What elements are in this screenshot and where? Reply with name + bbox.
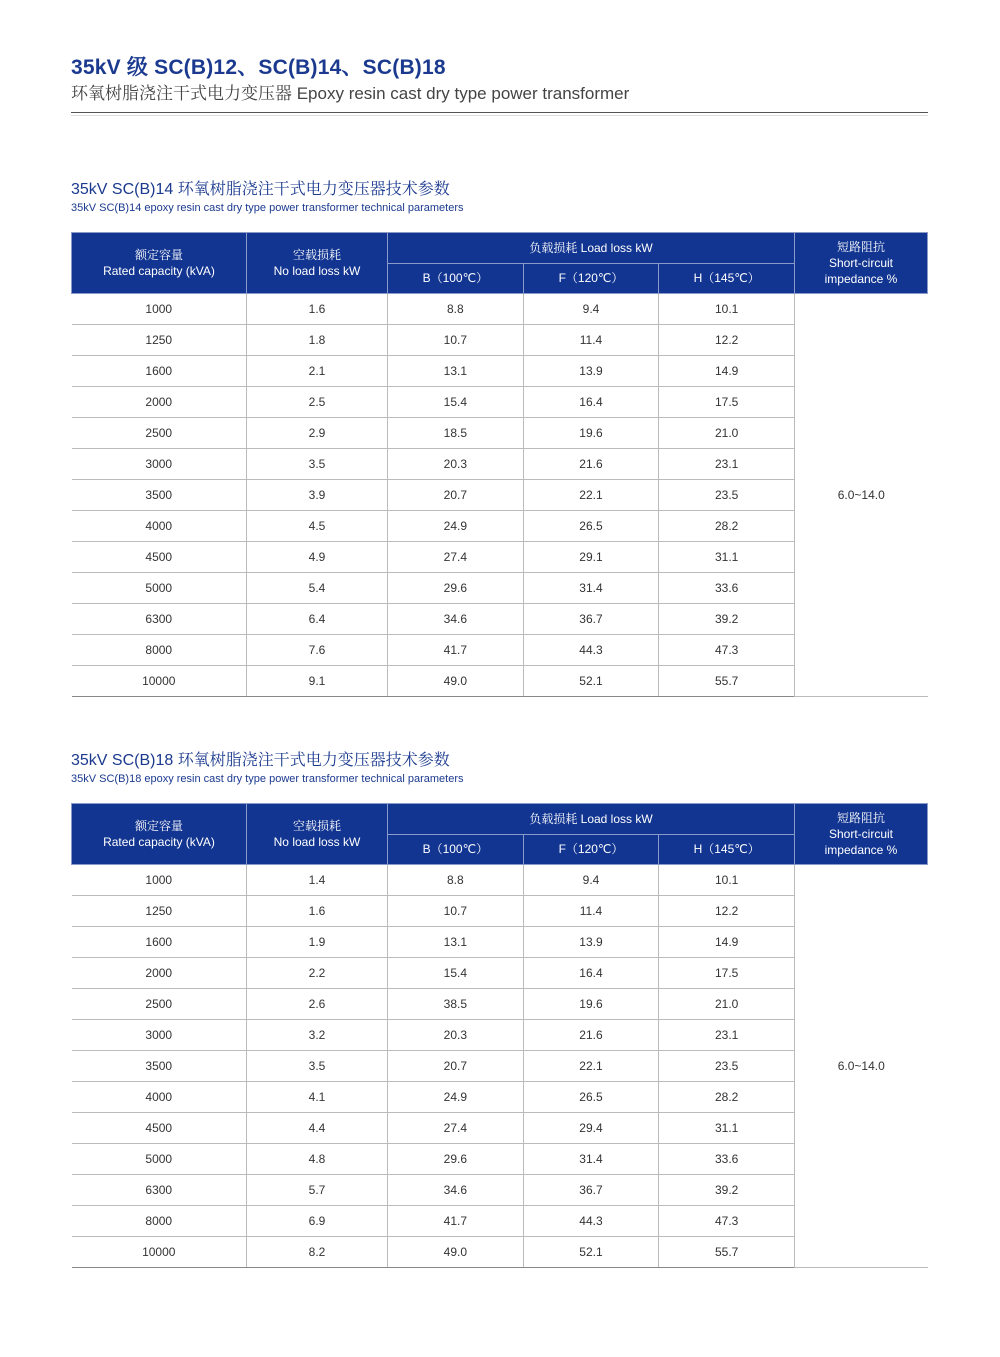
cell-load-loss-b: 20.3 bbox=[388, 1020, 524, 1051]
cell-no-load-loss: 3.5 bbox=[247, 1051, 388, 1082]
page-header bbox=[71, 54, 928, 105]
cell-no-load-loss: 4.4 bbox=[247, 1113, 388, 1144]
cell-no-load-loss: 6.4 bbox=[247, 604, 388, 635]
cell-load-loss-h: 10.1 bbox=[659, 865, 795, 896]
cell-load-loss-b: 20.7 bbox=[388, 480, 524, 511]
header-cn: 额定容量 bbox=[134, 248, 183, 262]
cell-load-loss-h: 12.2 bbox=[659, 896, 795, 927]
cell-load-loss-f: 9.4 bbox=[523, 865, 659, 896]
cell-load-loss-b: 8.8 bbox=[388, 865, 524, 896]
cell-load-loss-f: 22.1 bbox=[523, 1051, 659, 1082]
cell-load-loss-h: 23.5 bbox=[659, 1051, 795, 1082]
header-impedance bbox=[795, 233, 928, 294]
cell-rated-capacity: 3500 bbox=[72, 1051, 247, 1082]
cell-load-loss-h: 14.9 bbox=[659, 356, 795, 387]
cell-load-loss-h: 33.6 bbox=[659, 1144, 795, 1175]
cell-load-loss-h: 10.1 bbox=[659, 294, 795, 325]
header-en: Rated capacity (kVA) bbox=[103, 264, 215, 278]
cell-load-loss-b: 24.9 bbox=[388, 1082, 524, 1113]
cell-no-load-loss: 5.7 bbox=[247, 1175, 388, 1206]
cell-load-loss-b: 24.9 bbox=[388, 511, 524, 542]
cell-rated-capacity: 1600 bbox=[72, 356, 247, 387]
cell-load-loss-b: 20.7 bbox=[388, 1051, 524, 1082]
cell-load-loss-b: 13.1 bbox=[388, 927, 524, 958]
page-subtitle: 环氧树脂浇注干式电力变压器 Epoxy resin cast dry type power transformer bbox=[71, 84, 630, 103]
cell-impedance: 6.0~14.0 bbox=[795, 865, 928, 1268]
cell-rated-capacity: 3500 bbox=[72, 480, 247, 511]
cell-impedance: 6.0~14.0 bbox=[795, 294, 928, 697]
section-subtitle: 35kV SC(B)18 epoxy resin cast dry type power transformer technical parameters bbox=[71, 773, 464, 785]
cell-no-load-loss: 3.9 bbox=[247, 480, 388, 511]
cell-load-loss-b: 29.6 bbox=[388, 1144, 524, 1175]
cell-load-loss-h: 31.1 bbox=[659, 542, 795, 573]
cell-rated-capacity: 1000 bbox=[72, 865, 247, 896]
section-scb14 bbox=[71, 180, 928, 697]
cell-rated-capacity: 1600 bbox=[72, 927, 247, 958]
cell-rated-capacity: 10000 bbox=[72, 666, 247, 697]
cell-load-loss-b: 10.7 bbox=[388, 325, 524, 356]
header-en: impedance % bbox=[824, 843, 898, 857]
cell-no-load-loss: 2.5 bbox=[247, 387, 388, 418]
cell-no-load-loss: 2.1 bbox=[247, 356, 388, 387]
header-no-load-loss bbox=[247, 804, 388, 865]
cell-no-load-loss: 4.5 bbox=[247, 511, 388, 542]
header-no-load-loss bbox=[247, 233, 388, 294]
cell-no-load-loss: 2.9 bbox=[247, 418, 388, 449]
cell-rated-capacity: 5000 bbox=[72, 1144, 247, 1175]
cell-no-load-loss: 1.4 bbox=[247, 865, 388, 896]
cell-load-loss-h: 39.2 bbox=[659, 604, 795, 635]
cell-load-loss-f: 31.4 bbox=[523, 573, 659, 604]
cell-load-loss-b: 38.5 bbox=[388, 989, 524, 1020]
cell-load-loss-b: 41.7 bbox=[388, 1206, 524, 1237]
cell-load-loss-b: 18.5 bbox=[388, 418, 524, 449]
cell-load-loss-h: 21.0 bbox=[659, 989, 795, 1020]
header-load-loss: 负载损耗 Load loss kW bbox=[388, 233, 795, 264]
header-divider bbox=[71, 112, 928, 113]
header-cn: 额定容量 bbox=[134, 819, 183, 833]
cell-load-loss-f: 19.6 bbox=[523, 418, 659, 449]
cell-no-load-loss: 1.6 bbox=[247, 896, 388, 927]
header-rated-capacity bbox=[72, 804, 247, 865]
cell-no-load-loss: 1.8 bbox=[247, 325, 388, 356]
parameters-table bbox=[71, 803, 928, 1268]
header-en: Short-circuit bbox=[828, 827, 893, 841]
cell-rated-capacity: 8000 bbox=[72, 635, 247, 666]
section-subtitle: 35kV SC(B)14 epoxy resin cast dry type power transformer technical parameters bbox=[71, 202, 464, 214]
cell-rated-capacity: 4000 bbox=[72, 511, 247, 542]
cell-load-loss-f: 13.9 bbox=[523, 356, 659, 387]
header-cn: 空载损耗 bbox=[292, 819, 341, 833]
cell-load-loss-h: 47.3 bbox=[659, 1206, 795, 1237]
cell-rated-capacity: 3000 bbox=[72, 449, 247, 480]
header-cn: 短路阻抗 bbox=[836, 811, 885, 825]
cell-load-loss-f: 44.3 bbox=[523, 635, 659, 666]
cell-no-load-loss: 6.9 bbox=[247, 1206, 388, 1237]
cell-load-loss-f: 26.5 bbox=[523, 1082, 659, 1113]
header-h-145c: H（145℃） bbox=[659, 263, 795, 294]
cell-load-loss-f: 52.1 bbox=[523, 1237, 659, 1268]
parameters-table bbox=[71, 232, 928, 697]
cell-rated-capacity: 2000 bbox=[72, 387, 247, 418]
cell-load-loss-b: 27.4 bbox=[388, 1113, 524, 1144]
cell-load-loss-h: 28.2 bbox=[659, 1082, 795, 1113]
header-impedance bbox=[795, 804, 928, 865]
cell-load-loss-h: 21.0 bbox=[659, 418, 795, 449]
cell-load-loss-f: 13.9 bbox=[523, 927, 659, 958]
header-b-100c: B（100℃） bbox=[388, 834, 524, 865]
cell-no-load-loss: 7.6 bbox=[247, 635, 388, 666]
cell-rated-capacity: 5000 bbox=[72, 573, 247, 604]
section-scb18 bbox=[71, 751, 928, 1268]
cell-load-loss-f: 16.4 bbox=[523, 958, 659, 989]
cell-rated-capacity: 4500 bbox=[72, 542, 247, 573]
cell-load-loss-b: 41.7 bbox=[388, 635, 524, 666]
header-en: impedance % bbox=[824, 272, 898, 286]
cell-load-loss-f: 29.4 bbox=[523, 1113, 659, 1144]
cell-load-loss-h: 31.1 bbox=[659, 1113, 795, 1144]
cell-load-loss-b: 29.6 bbox=[388, 573, 524, 604]
cell-load-loss-h: 17.5 bbox=[659, 958, 795, 989]
header-h-145c: H（145℃） bbox=[659, 834, 795, 865]
cell-rated-capacity: 1250 bbox=[72, 325, 247, 356]
cell-load-loss-f: 52.1 bbox=[523, 666, 659, 697]
cell-load-loss-b: 15.4 bbox=[388, 958, 524, 989]
cell-no-load-loss: 9.1 bbox=[247, 666, 388, 697]
header-divider-light bbox=[71, 115, 928, 116]
header-rated-capacity bbox=[72, 233, 247, 294]
cell-load-loss-f: 11.4 bbox=[523, 896, 659, 927]
cell-load-loss-f: 29.1 bbox=[523, 542, 659, 573]
cell-load-loss-h: 23.1 bbox=[659, 449, 795, 480]
cell-no-load-loss: 1.6 bbox=[247, 294, 388, 325]
cell-load-loss-b: 10.7 bbox=[388, 896, 524, 927]
cell-load-loss-h: 55.7 bbox=[659, 1237, 795, 1268]
cell-no-load-loss: 3.2 bbox=[247, 1020, 388, 1051]
cell-load-loss-f: 21.6 bbox=[523, 1020, 659, 1051]
section-title: 35kV SC(B)18 环氧树脂浇注干式电力变压器技术参数 bbox=[71, 752, 450, 769]
header-en: No load loss kW bbox=[273, 835, 361, 849]
cell-rated-capacity: 10000 bbox=[72, 1237, 247, 1268]
cell-load-loss-b: 8.8 bbox=[388, 294, 524, 325]
cell-rated-capacity: 6300 bbox=[72, 604, 247, 635]
header-en: Short-circuit bbox=[828, 256, 893, 270]
cell-load-loss-b: 20.3 bbox=[388, 449, 524, 480]
cell-load-loss-h: 28.2 bbox=[659, 511, 795, 542]
header-en: Rated capacity (kVA) bbox=[103, 835, 215, 849]
cell-load-loss-b: 13.1 bbox=[388, 356, 524, 387]
cell-load-loss-b: 34.6 bbox=[388, 604, 524, 635]
cell-no-load-loss: 4.8 bbox=[247, 1144, 388, 1175]
cell-load-loss-f: 16.4 bbox=[523, 387, 659, 418]
header-cn: 短路阻抗 bbox=[836, 240, 885, 254]
cell-rated-capacity: 6300 bbox=[72, 1175, 247, 1206]
cell-load-loss-f: 26.5 bbox=[523, 511, 659, 542]
header-f-120c: F（120℃） bbox=[523, 263, 659, 294]
header-en: No load loss kW bbox=[273, 264, 361, 278]
cell-rated-capacity: 1250 bbox=[72, 896, 247, 927]
cell-load-loss-f: 22.1 bbox=[523, 480, 659, 511]
cell-load-loss-b: 49.0 bbox=[388, 666, 524, 697]
cell-rated-capacity: 4500 bbox=[72, 1113, 247, 1144]
cell-rated-capacity: 8000 bbox=[72, 1206, 247, 1237]
cell-load-loss-f: 36.7 bbox=[523, 1175, 659, 1206]
cell-no-load-loss: 1.9 bbox=[247, 927, 388, 958]
table-row bbox=[72, 294, 928, 325]
cell-load-loss-f: 36.7 bbox=[523, 604, 659, 635]
cell-load-loss-h: 39.2 bbox=[659, 1175, 795, 1206]
cell-load-loss-b: 15.4 bbox=[388, 387, 524, 418]
cell-load-loss-f: 21.6 bbox=[523, 449, 659, 480]
cell-no-load-loss: 2.6 bbox=[247, 989, 388, 1020]
cell-load-loss-h: 33.6 bbox=[659, 573, 795, 604]
cell-rated-capacity: 2000 bbox=[72, 958, 247, 989]
cell-no-load-loss: 5.4 bbox=[247, 573, 388, 604]
cell-rated-capacity: 1000 bbox=[72, 294, 247, 325]
cell-load-loss-h: 55.7 bbox=[659, 666, 795, 697]
cell-load-loss-h: 12.2 bbox=[659, 325, 795, 356]
cell-load-loss-f: 44.3 bbox=[523, 1206, 659, 1237]
cell-no-load-loss: 8.2 bbox=[247, 1237, 388, 1268]
cell-load-loss-h: 23.5 bbox=[659, 480, 795, 511]
cell-load-loss-h: 14.9 bbox=[659, 927, 795, 958]
cell-load-loss-b: 27.4 bbox=[388, 542, 524, 573]
header-cn: 空载损耗 bbox=[292, 248, 341, 262]
cell-no-load-loss: 2.2 bbox=[247, 958, 388, 989]
cell-load-loss-f: 31.4 bbox=[523, 1144, 659, 1175]
cell-no-load-loss: 3.5 bbox=[247, 449, 388, 480]
section-title: 35kV SC(B)14 环氧树脂浇注干式电力变压器技术参数 bbox=[71, 181, 450, 198]
header-b-100c: B（100℃） bbox=[388, 263, 524, 294]
cell-load-loss-f: 19.6 bbox=[523, 989, 659, 1020]
header-load-loss: 负载损耗 Load loss kW bbox=[388, 804, 795, 835]
cell-load-loss-f: 11.4 bbox=[523, 325, 659, 356]
cell-no-load-loss: 4.9 bbox=[247, 542, 388, 573]
header-f-120c: F（120℃） bbox=[523, 834, 659, 865]
cell-load-loss-h: 23.1 bbox=[659, 1020, 795, 1051]
table-row bbox=[72, 865, 928, 896]
cell-load-loss-b: 49.0 bbox=[388, 1237, 524, 1268]
cell-load-loss-f: 9.4 bbox=[523, 294, 659, 325]
cell-no-load-loss: 4.1 bbox=[247, 1082, 388, 1113]
cell-load-loss-b: 34.6 bbox=[388, 1175, 524, 1206]
cell-rated-capacity: 2500 bbox=[72, 418, 247, 449]
cell-rated-capacity: 3000 bbox=[72, 1020, 247, 1051]
cell-load-loss-h: 17.5 bbox=[659, 387, 795, 418]
page-title: 35kV 级 SC(B)12、SC(B)14、SC(B)18 bbox=[71, 56, 446, 79]
cell-load-loss-h: 47.3 bbox=[659, 635, 795, 666]
cell-rated-capacity: 2500 bbox=[72, 989, 247, 1020]
cell-rated-capacity: 4000 bbox=[72, 1082, 247, 1113]
